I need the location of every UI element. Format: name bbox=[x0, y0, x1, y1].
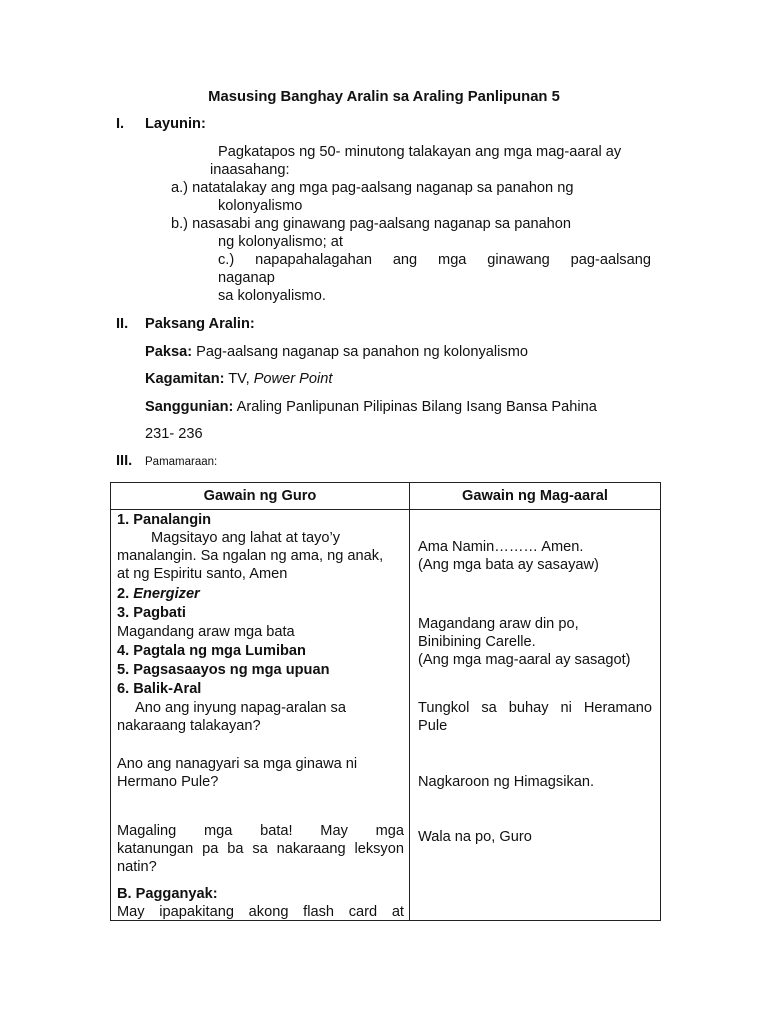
magaling-line-2: katanungan pa ba sa nakaraang leksyon bbox=[117, 841, 404, 857]
magaling-line-3: natin? bbox=[117, 859, 157, 875]
section-1-number: I. bbox=[116, 116, 125, 132]
pagsasaayos-heading: 5. Pagsasaayos ng mga upuan bbox=[117, 662, 330, 678]
pagganyak-heading: B. Pagganyak: bbox=[117, 886, 218, 902]
document-title: Masusing Banghay Aralin sa Araling Panlipunan 5 bbox=[208, 89, 560, 105]
response-ama-namin: Ama Namin……… Amen. bbox=[418, 539, 584, 555]
balik-question-2a: Ano ang nanagyari sa mga ginawa ni bbox=[117, 756, 358, 772]
objective-a-line1: a.) natatalakay ang mga pag-aalsang naganap sa panahon ng bbox=[171, 180, 574, 196]
kagamitan-value-a: TV, bbox=[228, 371, 250, 387]
response-tungkol-line1: Tungkol sa buhay ni Heramano bbox=[418, 700, 652, 716]
guro-column bbox=[111, 510, 410, 921]
objective-b-line1: b.) nasasabi ang ginawang pag-aalsang naganap sa panahon bbox=[171, 216, 572, 232]
response-sasayaw: (Ang mga bata ay sasayaw) bbox=[418, 557, 599, 573]
balik-question-1b: nakaraang talakayan? bbox=[117, 718, 261, 734]
section-2-heading: Paksang Aralin: bbox=[145, 316, 255, 332]
response-himagsikan: Nagkaroon ng Himagsikan. bbox=[418, 774, 595, 790]
objective-c-line2: naganap bbox=[218, 270, 275, 286]
header-gawain-guro: Gawain ng Guro bbox=[111, 483, 410, 510]
energizer-heading: 2. Energizer bbox=[117, 586, 200, 602]
panalangin-text-2: manalangin. Sa ngalan ng ama, ng anak, bbox=[117, 548, 384, 564]
section-1-heading: Layunin: bbox=[145, 116, 206, 132]
balik-question-1a: Ano ang inyung napag-aralan sa bbox=[135, 700, 346, 716]
pagtala-heading: 4. Pagtala ng mga Lumiban bbox=[117, 643, 306, 659]
objective-c-line3: sa kolonyalismo. bbox=[218, 288, 326, 304]
sanggunian-pages: 231- 236 bbox=[145, 426, 203, 442]
pagbati-text: Magandang araw mga bata bbox=[117, 624, 295, 640]
panalangin-text-3: at ng Espiritu santo, Amen bbox=[117, 566, 288, 582]
header-gawain-magaaral: Gawain ng Mag-aaral bbox=[410, 483, 661, 510]
pagbati-heading: 3. Pagbati bbox=[117, 605, 186, 621]
sanggunian-line bbox=[145, 399, 597, 415]
section-3-number: III. bbox=[116, 453, 133, 469]
response-wala-na: Wala na po, Guro bbox=[418, 829, 532, 845]
paksa-line bbox=[145, 344, 528, 360]
paksa-label: Paksa: bbox=[145, 344, 193, 360]
response-sasagot: (Ang mga mag-aaral ay sasagot) bbox=[418, 652, 631, 668]
kagamitan-line bbox=[145, 371, 332, 387]
panalangin-text-1: Magsitayo ang lahat at tayo’y bbox=[151, 530, 341, 546]
balik-question-2b: Hermano Pule? bbox=[117, 774, 219, 790]
kagamitan-label: Kagamitan: bbox=[145, 371, 225, 387]
layunin-intro-line1: Pagkatapos ng 50- minutong talakayan ang mga mag-aaral ay bbox=[218, 144, 622, 160]
sanggunian-label: Sanggunian: bbox=[145, 399, 234, 415]
response-binibini: Binibining Carelle. bbox=[418, 634, 536, 650]
section-2-number: II. bbox=[116, 316, 129, 332]
response-tungkol-line2: Pule bbox=[418, 718, 448, 734]
magaling-line-1: Magaling mga bata! May mga bbox=[117, 823, 404, 839]
magaaral-column bbox=[410, 510, 661, 921]
pagganyak-text: May ipapakitang akong flash card at bbox=[117, 904, 404, 920]
objective-b-line2: ng kolonyalismo; at bbox=[218, 234, 343, 250]
section-3-heading: Pamamaraan: bbox=[145, 456, 218, 468]
objective-c-line1: c.) napapahalagahan ang mga ginawang pag-aalsang bbox=[218, 252, 651, 268]
objective-a-line2: kolonyalismo bbox=[218, 198, 303, 214]
layunin-intro-line2: inaasahang: bbox=[210, 162, 290, 178]
panalangin-heading: 1. Panalangin bbox=[117, 512, 212, 528]
paksa-value: Pag-aalsang naganap sa panahon ng kolonyalismo bbox=[196, 344, 528, 360]
kagamitan-value-b: Power Point bbox=[253, 371, 333, 387]
procedure-table bbox=[110, 482, 661, 921]
sanggunian-value: Araling Panlipunan Pilipinas Bilang Isang Bansa Pahina bbox=[236, 399, 597, 415]
response-magandang-araw: Magandang araw din po, bbox=[418, 616, 579, 632]
balik-aral-heading: 6. Balik-Aral bbox=[117, 681, 202, 697]
